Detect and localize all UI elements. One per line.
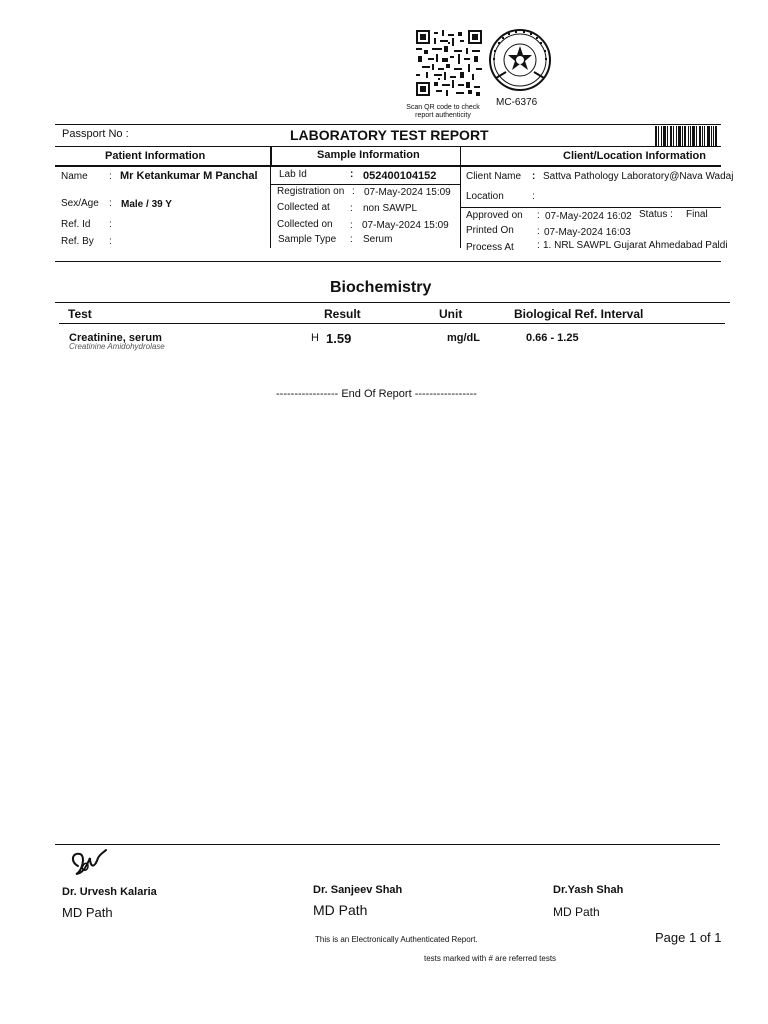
- column-test: Test: [68, 307, 92, 321]
- report-title: LABORATORY TEST REPORT: [290, 127, 489, 143]
- section-divider-2: [460, 146, 461, 166]
- labid-label: Lab Id: [279, 169, 307, 180]
- signatory-2-name: Dr. Sanjeev Shah: [313, 884, 403, 896]
- sexage-value: Male / 39 Y: [121, 199, 172, 210]
- colon: :: [350, 234, 353, 245]
- status-value: Final: [686, 209, 708, 220]
- page-number: Page 1 of 1: [655, 930, 722, 945]
- department-title: Biochemistry: [330, 279, 432, 296]
- qr-caption-line2: report authenticity: [415, 112, 471, 119]
- signatory-3-name: Dr.Yash Shah: [553, 884, 624, 896]
- signatory-3-degree: MD Path: [553, 905, 600, 919]
- test-method: Creatinine Amidohydrolase: [69, 342, 165, 351]
- location-label: Location: [466, 191, 504, 202]
- process-value: 1. NRL SAWPL Gujarat Ahmedabad Paldi: [543, 240, 728, 251]
- refby-label: Ref. By: [61, 236, 94, 247]
- colon: :: [109, 171, 112, 182]
- title-top-rule: [55, 124, 721, 125]
- column-result: Result: [324, 307, 361, 321]
- column-unit: Unit: [439, 307, 463, 321]
- collected-on-label: Collected on: [277, 219, 333, 230]
- colon: :: [532, 171, 536, 182]
- column-ref-interval: Biological Ref. Interval: [514, 307, 644, 321]
- location-underline: [460, 207, 721, 208]
- collected-on-value: 07-May-2024 15:09: [362, 220, 449, 231]
- collected-at-value: non SAWPL: [363, 203, 418, 214]
- qr-caption: [400, 104, 486, 120]
- colon: :: [350, 220, 353, 231]
- colon: :: [537, 226, 540, 237]
- colon: :: [109, 219, 112, 230]
- results-header-rule: [59, 323, 725, 324]
- labid-value: 052400104152: [363, 170, 437, 182]
- approved-label: Approved on: [466, 210, 523, 221]
- registration-value: 07-May-2024 15:09: [364, 187, 451, 198]
- patient-info-heading: Patient Information: [105, 150, 206, 162]
- footer-rule: [55, 844, 720, 845]
- registration-label: Registration on: [277, 186, 345, 197]
- client-name-label: Client Name: [466, 171, 522, 182]
- accreditation-code: MC-6376: [496, 97, 538, 108]
- labid-underline: [270, 184, 460, 185]
- qr-code-icon: [416, 30, 482, 96]
- status-label: Status :: [639, 209, 673, 220]
- signatory-2-degree: MD Path: [313, 902, 368, 918]
- colon: :: [352, 186, 355, 197]
- signatory-1-degree: MD Path: [62, 905, 113, 920]
- section-divider-1: [270, 146, 272, 166]
- auth-note: This is an Electronically Authenticated Report.: [315, 935, 478, 944]
- client-name-value: Sattva Pathology Laboratory@Nava Wadaj: [543, 171, 734, 182]
- colon: :: [109, 198, 112, 209]
- refid-label: Ref. Id: [61, 219, 91, 230]
- colon: :: [350, 169, 354, 180]
- result-flag: H: [311, 332, 319, 344]
- sample-left-rule: [270, 166, 271, 248]
- accreditation-seal-icon: [488, 28, 552, 92]
- end-of-report: ----------------- End Of Report -----------------: [276, 388, 477, 400]
- sample-type-label: Sample Type: [278, 234, 337, 245]
- client-info-heading: Client/Location Information: [563, 150, 706, 162]
- sample-info-heading: Sample Information: [317, 149, 420, 161]
- collected-at-label: Collected at: [277, 202, 330, 213]
- result-value: 1.59: [326, 331, 352, 346]
- referred-note: tests marked with # are referred tests: [424, 954, 557, 963]
- result-ref-interval: 0.66 - 1.25: [526, 332, 579, 344]
- section-heading-rule: [55, 165, 721, 167]
- printed-label: Printed On: [466, 225, 514, 236]
- colon: :: [350, 203, 353, 214]
- colon: :: [532, 191, 535, 202]
- process-label: Process At: [466, 242, 514, 253]
- barcode-icon: [655, 126, 717, 146]
- signatory-1-name: Dr. Urvesh Kalaria: [62, 886, 157, 898]
- signature-icon: [64, 848, 112, 880]
- passport-label: Passport No :: [62, 128, 129, 140]
- colon: :: [537, 240, 540, 251]
- printed-value: 07-May-2024 16:03: [544, 227, 631, 238]
- colon: :: [109, 236, 112, 247]
- patient-name-value: Mr Ketankumar M Panchal: [120, 170, 258, 182]
- results-top-rule: [55, 302, 730, 303]
- patient-name-label: Name: [61, 171, 88, 182]
- test-name: Creatinine, serum: [69, 332, 162, 344]
- approved-value: 07-May-2024 16:02: [545, 211, 632, 222]
- colon: :: [537, 210, 540, 221]
- result-unit: mg/dL: [447, 332, 480, 344]
- title-bottom-rule: [55, 146, 721, 147]
- sexage-label: Sex/Age: [61, 198, 99, 209]
- qr-caption-line1: Scan QR code to check: [406, 104, 480, 111]
- sample-type-value: Serum: [363, 234, 393, 245]
- info-bottom-rule: [55, 261, 721, 262]
